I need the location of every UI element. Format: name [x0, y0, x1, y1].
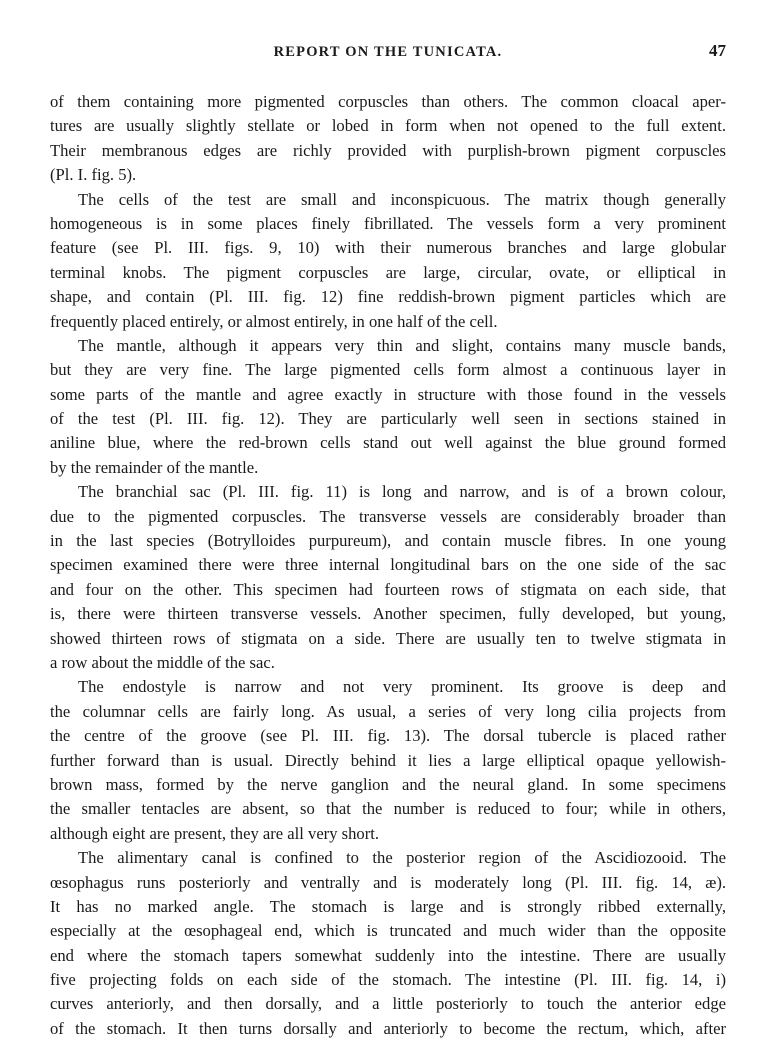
- paragraph-endostyle: [50, 675, 726, 846]
- paragraph-alimentary-canal: [50, 846, 726, 1041]
- text-line: The branchial sac (Pl. III. fig. 11) is long and narrow, and is of a brown colour,: [78, 482, 726, 502]
- paragraph-test-cells: [50, 188, 726, 334]
- text-line: a row about the middle of the sac.: [50, 652, 275, 672]
- text-line: the smaller tentacles are absent, so that the number is reduced to four; while in others,: [50, 799, 726, 819]
- text-line: (Pl. I. fig. 5).: [50, 165, 137, 185]
- running-title: REPORT ON THE TUNICATA.: [273, 44, 503, 60]
- text-line: is, there were thirteen transverse vessels. Another specimen, fully developed, but young,: [50, 604, 726, 624]
- text-line: The cells of the test are small and inconspicuous. The matrix though generally: [78, 189, 726, 209]
- text-line: further forward than is usual. Directly behind it lies a large elliptical opaque yellowish-: [50, 750, 726, 770]
- text-line: Their membranous edges are richly provided with purplish-brown pigment corpuscles: [50, 140, 726, 160]
- paragraph-pigment-apertures: [50, 90, 726, 188]
- text-line: in the last species (Botrylloides purpureum), and contain muscle fibres. In one young: [50, 531, 726, 551]
- text-line: frequently placed entirely, or almost entirely, in one half of the cell.: [50, 311, 498, 331]
- text-line: end where the stomach tapers somewhat suddenly into the intestine. There are usually: [50, 945, 726, 965]
- text-line: terminal knobs. The pigment corpuscles are large, circular, ovate, or elliptical in: [50, 262, 726, 282]
- text-line: œsophagus runs posteriorly and ventrally and is moderately long (Pl. III. fig. 14, æ).: [50, 872, 726, 892]
- text-line: homogeneous is in some places finely fibrillated. The vessels form a very prominent: [50, 213, 726, 233]
- text-line: showed thirteen rows of stigmata on a side. There are usually ten to twelve stigmata in: [50, 628, 726, 648]
- text-line: It has no marked angle. The stomach is large and is strongly ribbed externally,: [50, 896, 726, 916]
- text-line: the centre of the groove (see Pl. III. fig. 13). The dorsal tubercle is placed rather: [50, 726, 726, 746]
- text-line: aniline blue, where the red-brown cells stand out well against the blue ground formed: [50, 433, 726, 453]
- text-line: some parts of the mantle and agree exactly in structure with those found in the vessels: [50, 384, 726, 404]
- text-line: especially at the œsophageal end, which is truncated and much wider than the opposite: [50, 921, 726, 941]
- text-line: of the stomach. It then turns dorsally and anteriorly to become the rectum, which, after: [50, 1018, 726, 1038]
- text-line: shape, and contain (Pl. III. fig. 12) fine reddish-brown pigment particles which are: [50, 287, 726, 307]
- text-line: brown mass, formed by the nerve ganglion and the neural gland. In some specimens: [50, 774, 726, 794]
- paragraph-branchial-sac: [50, 480, 726, 675]
- text-line: five projecting folds on each side of the stomach. The intestine (Pl. III. fig. 14, i): [50, 970, 726, 990]
- text-line: tures are usually slightly stellate or lobed in form when not opened to the full extent.: [50, 116, 726, 136]
- text-line: but they are very fine. The large pigmented cells form almost a continuous layer in: [50, 360, 726, 380]
- text-line: although eight are present, they are all very short.: [50, 823, 379, 843]
- text-line: the columnar cells are fairly long. As usual, a series of very long cilia projects from: [50, 701, 726, 721]
- text-line: of them containing more pigmented corpuscles than others. The common cloacal aper-: [50, 92, 726, 111]
- page-header: [50, 41, 726, 68]
- paragraph-mantle: [50, 334, 726, 480]
- body-text: [50, 90, 726, 1041]
- text-line: specimen examined there were three internal longitudinal bars on the one side of the sac: [50, 555, 726, 575]
- text-line: by the remainder of the mantle.: [50, 457, 259, 477]
- text-line: The mantle, although it appears very thin and slight, contains many muscle bands,: [78, 335, 726, 355]
- text-line: of the test (Pl. III. fig. 12). They are particularly well seen in sections stained in: [50, 409, 726, 429]
- text-line: The alimentary canal is confined to the posterior region of the Ascidiozooid. The: [78, 848, 726, 868]
- text-line: curves anteriorly, and then dorsally, and a little posteriorly to touch the anterior edge: [50, 994, 726, 1014]
- page-number: 47: [709, 41, 726, 60]
- text-line: and four on the other. This specimen had fourteen rows of stigmata on each side, that: [50, 579, 726, 599]
- text-line: The endostyle is narrow and not very prominent. Its groove is deep and: [78, 677, 726, 697]
- text-line: due to the pigmented corpuscles. The transverse vessels are considerably broader than: [50, 506, 726, 526]
- text-line: feature (see Pl. III. figs. 9, 10) with their numerous branches and large globular: [50, 238, 726, 258]
